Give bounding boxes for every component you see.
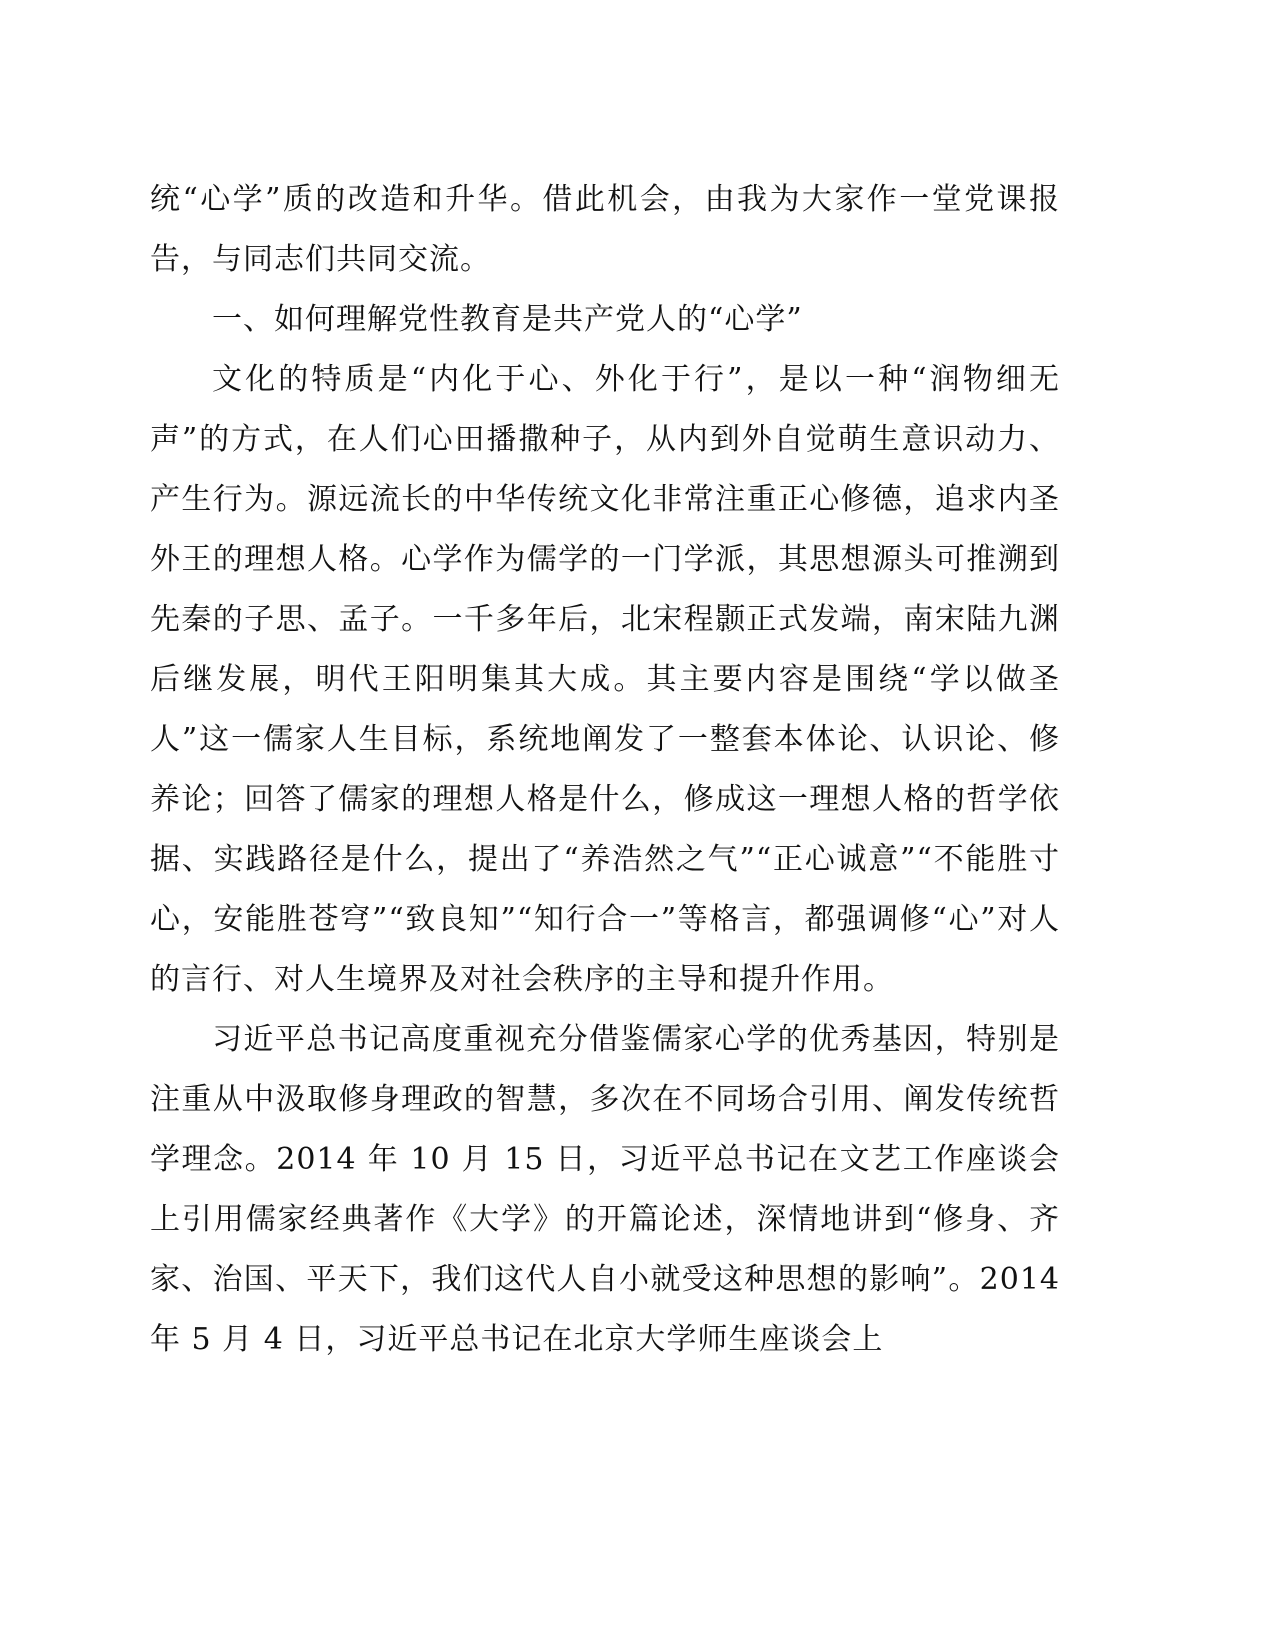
document-body <box>150 170 1060 1370</box>
paragraph-xi-quotes: 习近平总书记高度重视充分借鉴儒家心学的优秀基因，特别是注重从中汲取修身理政的智慧，多次在不同场合引用、阐发传统哲学理念。2014 年 10 月 15 日，习近平总书记在文艺工作座谈会上引用儒家经典著作《大学》的开篇论述，深情地讲到“修身、齐家、治国、平天下，我们这代人自小就受这种思想的影响”。2014 年 5 月 4 日，习近平总书记在北京大学师生座谈会上 <box>150 1022 1060 1357</box>
section-heading: 一、如何理解党性教育是共产党人的“心学” <box>212 302 803 337</box>
paragraph-continuation: 统“心学”质的改造和升华。借此机会，由我为大家作一堂党课报告，与同志们共同交流。 <box>150 182 1060 277</box>
paragraph-xinxue-history: 文化的特质是“内化于心、外化于行”，是以一种“润物细无声”的方式，在人们心田播撒种子，从内到外自觉萌生意识动力、产生行为。源远流长的中华传统文化非常注重正心修德，追求内圣外王的理想人格。心学作为儒学的一门学派，其思想源头可推溯到先秦的子思、孟子。一千多年后，北宋程颢正式发端，南宋陆九渊后继发展，明代王阳明集其大成。其主要内容是围绕“学以做圣人”这一儒家人生目标，系统地阐发了一整套本体论、认识论、修养论；回答了儒家的理想人格是什么，修成这一理想人格的哲学依据、实践路径是什么，提出了“养浩然之气”“正心诚意”“不能胜寸心，安能胜苍穹”“致良知”“知行合一”等格言，都强调修“心”对人的言行、对人生境界及对社会秩序的主导和提升作用。 <box>150 362 1060 997</box>
